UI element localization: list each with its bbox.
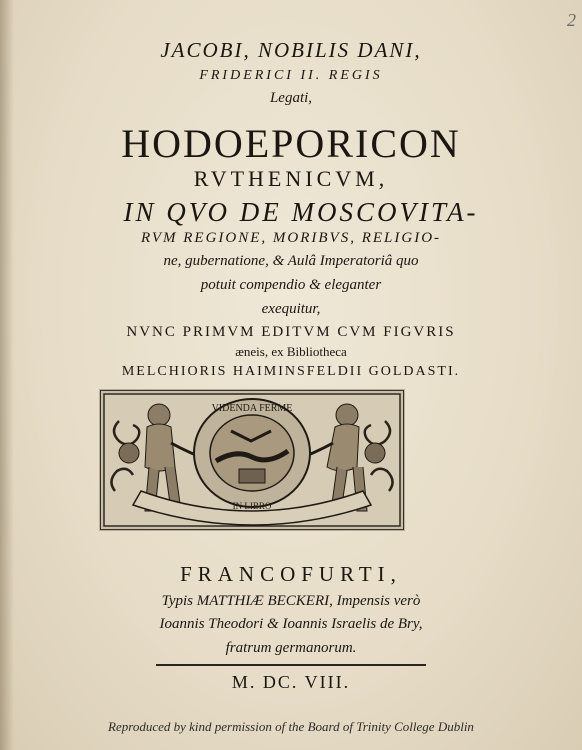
place-of-publication: FRANCOFURTI, (180, 562, 402, 586)
description-line-1: IN QVO DE MOSCOVITA- (123, 197, 479, 227)
imprint-line-2: Ioannis Theodori & Ioannis Israelis de Bry, (159, 616, 423, 632)
author-line: JACOBI, NOBILIS DANI, (160, 38, 422, 62)
motto-bottom-text: IN LIBRO (232, 501, 272, 511)
description-line-2: RVM REGIONE, MORIBVS, RELIGIO- (140, 230, 442, 246)
description-line-3: ne, gubernatione, & Aulâ Imperatoriâ quo (163, 253, 419, 269)
description-line-4: potuit compendio & eleganter (200, 277, 382, 293)
bibliotheca-line: æneis, ex Bibliotheca (235, 344, 347, 359)
motto-top-text: VIDENDA FERME (211, 403, 293, 414)
imprint-line-3: fratrum germanorum. (225, 640, 357, 656)
edition-line: NVNC PRIMVM EDITVM CVM FIGVRIS (126, 324, 456, 340)
fruit-cluster-right (365, 443, 385, 463)
printers-device-engraving (100, 390, 404, 530)
page-number: 2 (567, 10, 576, 30)
credit-line: Reproduced by kind permission of the Board of Trinity College Dublin (108, 719, 474, 734)
publication-date: M. DC. VIII. (231, 672, 351, 692)
fruit-cluster-left (119, 443, 139, 463)
legati-line: Legati, (269, 90, 313, 106)
king-line: FRIDERICI II. REGIS (199, 68, 383, 83)
description-line-5: exequitur, (261, 301, 321, 317)
imprint-line-1: Typis MATTHIÆ BECKERI, Impensis verò (161, 593, 421, 609)
divider-rule (156, 664, 426, 666)
central-medallion (194, 399, 310, 507)
goldast-line: MELCHIORIS HAIMINSFELDII GOLDASTI. (121, 364, 461, 379)
subtitle: RVTHENICVM, (193, 166, 389, 191)
main-title: HODOEPORICON (121, 121, 461, 166)
